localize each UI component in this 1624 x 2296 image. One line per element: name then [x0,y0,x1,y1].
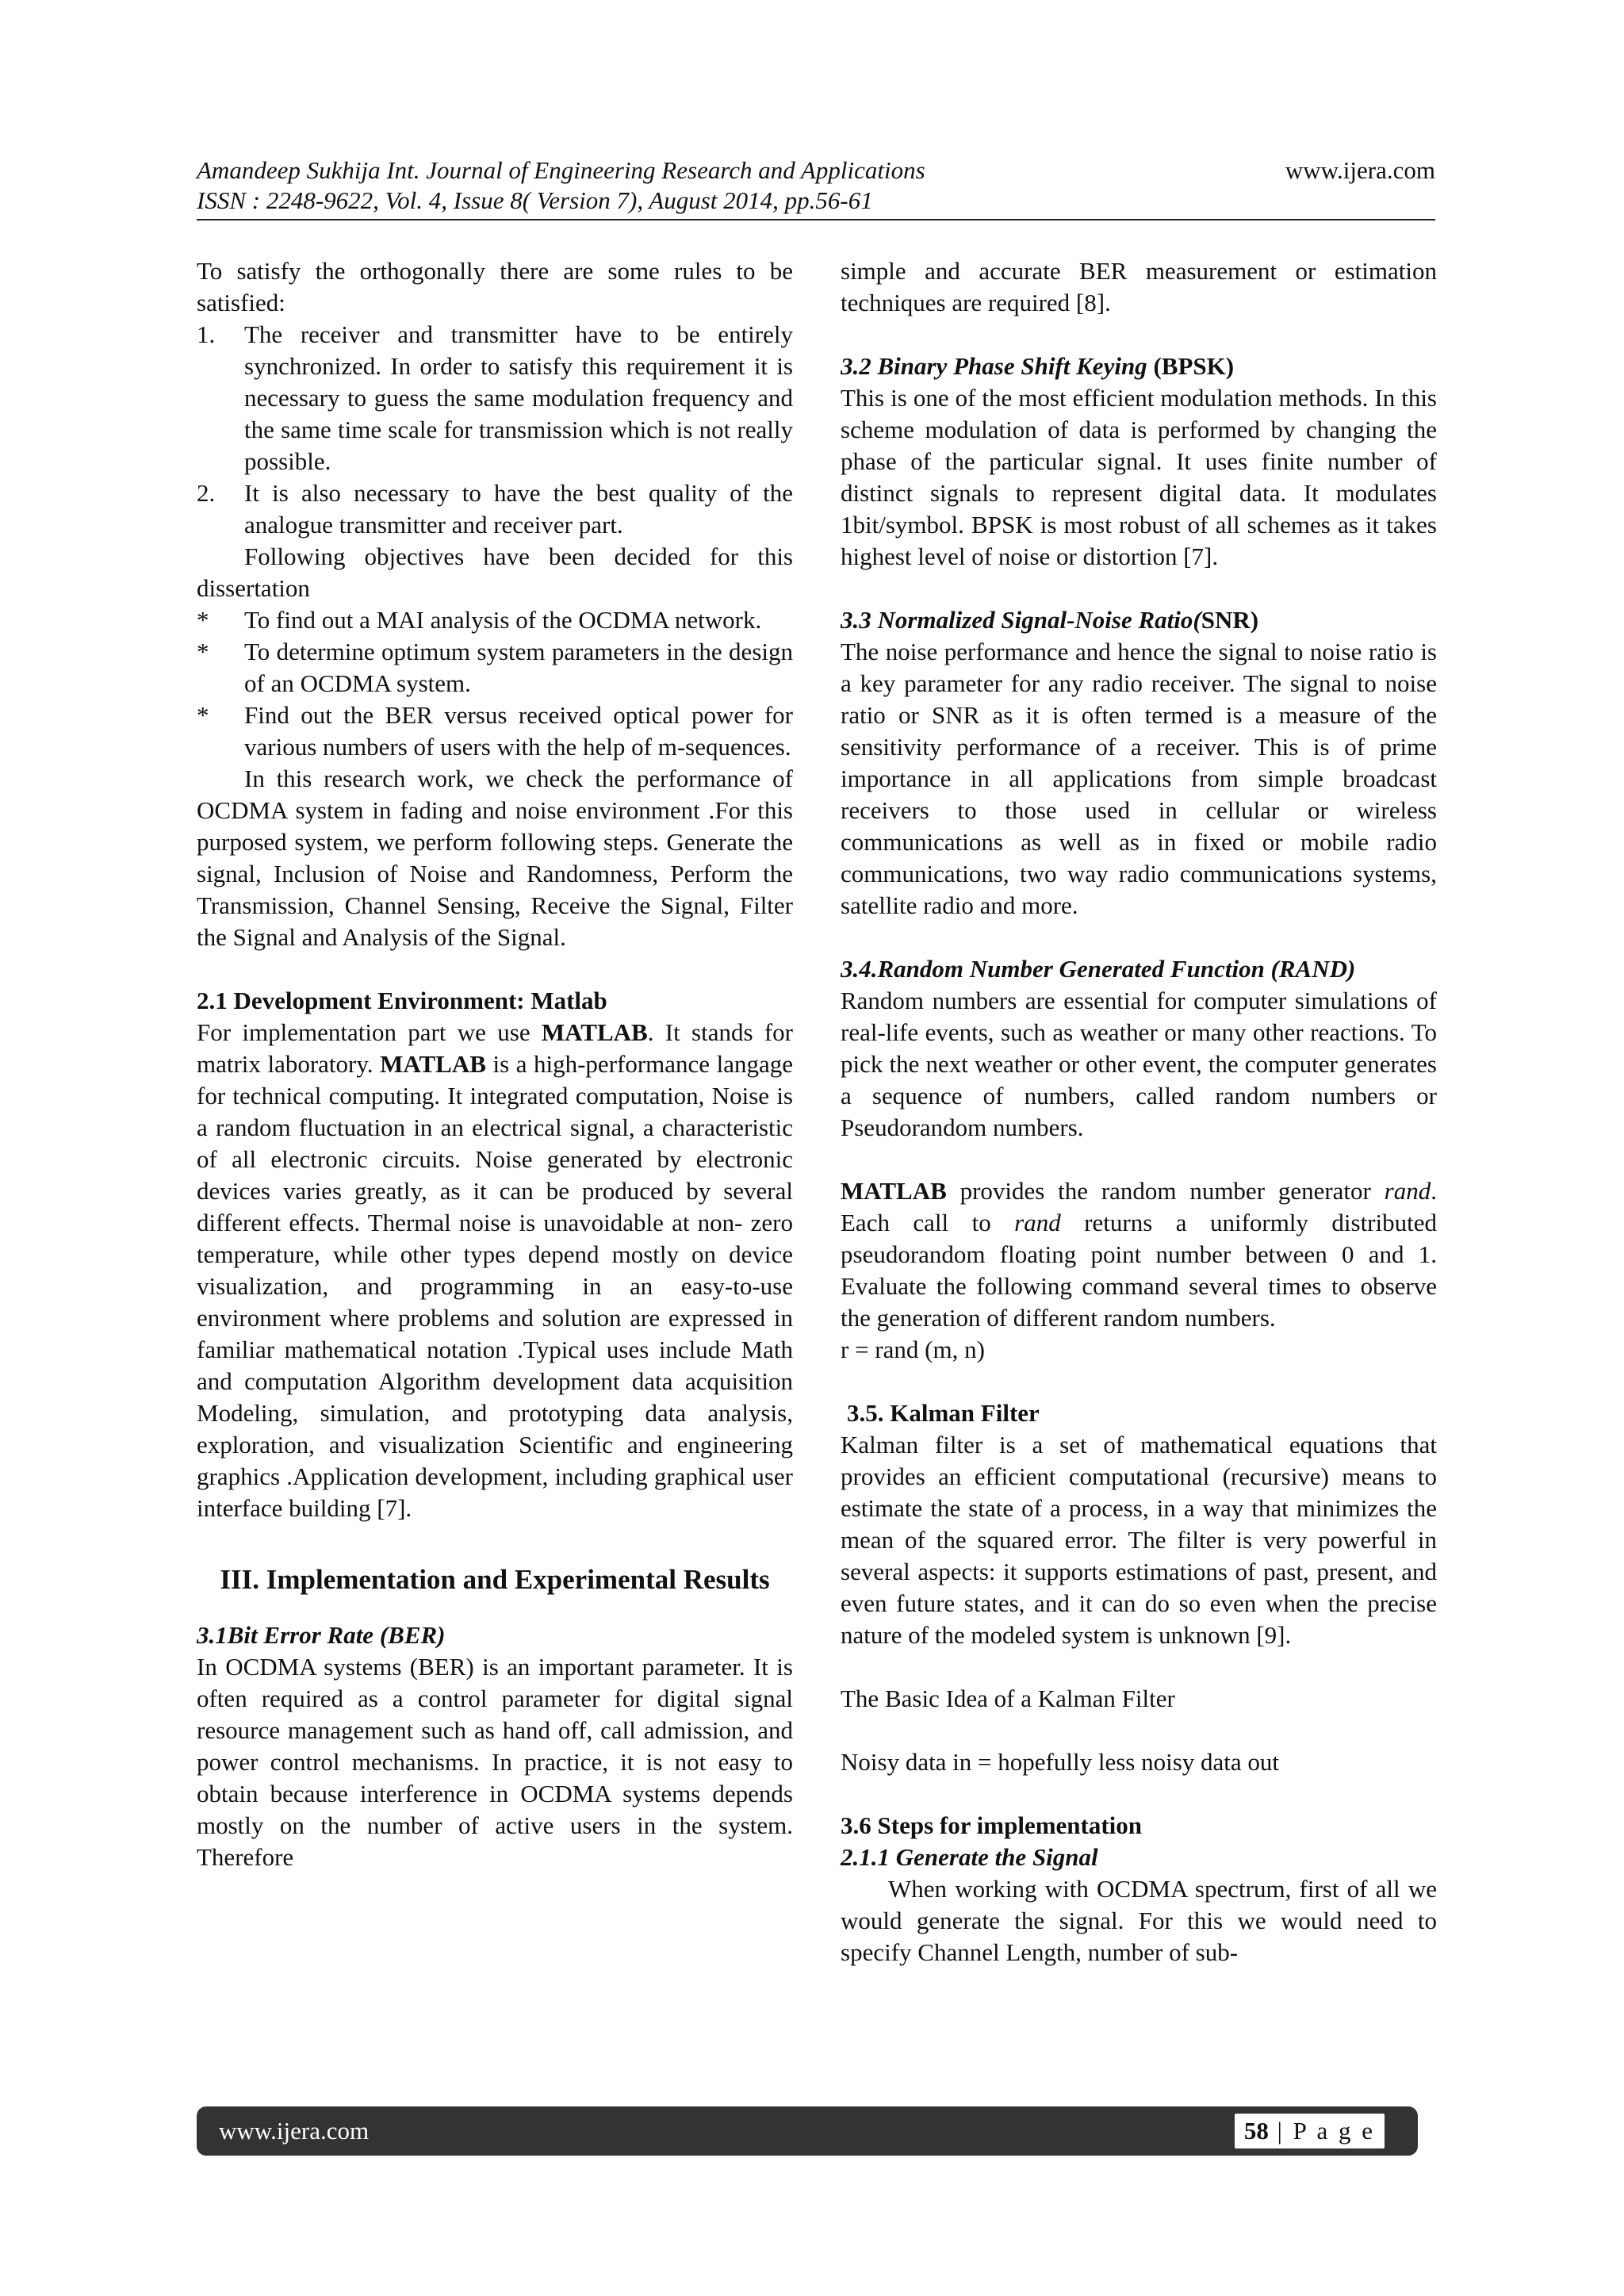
snr-heading: 3.3 Normalized Signal-Noise Ratio(SNR) [841,606,1259,634]
header-website[interactable]: www.ijera.com [1285,156,1435,184]
rules-list [197,319,793,541]
dev-env-paragraph: For implementation part we use MATLAB. It stands for matrix laboratory. MATLAB is a high-performance langage for technical computing. It integrated computation, Noise is a random fluctuation in an electrical signal, a characteristic of all electronic circuits. Noise generated by electronic devices varies greatly, as it can be produced by several different effects. Thermal noise is unavoidable at non- zero temperature, while other types depend mostly on device visualization, and programming in an easy-to-use environment where problems and solution are expressed in familiar mathematical notation .Typical uses include Math and computation Algorithm development data acquisition Modeling, simulation, and prototyping data analysis, exploration, and visualization Scientific and engineering graphics .Application development, including graphical user interface building [7]. [197,1018,793,1522]
generate-heading: 2.1.1 Generate the Signal [841,1843,1098,1871]
snr-paragraph: The noise performance and hence the signal to noise ratio is a key parameter for any radio receiver. The signal to noise ratio or SNR as it is often termed is a measure of the sensitivity performance of a receiver. This is of prime importance in all applications from simple broadcast receivers to those used in cellular or wireless communications as well as in fixed or mobile radio communications, two way radio communications systems, satellite radio and more. [841,638,1437,919]
left-column [197,255,793,1873]
rand-heading: 3.4.Random Number Generated Function (RAND) [841,955,1356,983]
list-item: * To find out a MAI analysis of the OCDMA network. [197,606,762,634]
intro-paragraph: To satisfy the orthogonally there are some rules to be satisfied: [197,257,793,316]
dev-env-heading: 2.1 Development Environment: Matlab [197,987,607,1014]
section-title: III. Implementation and Experimental Results [220,1564,770,1595]
page-footer [197,2106,1418,2156]
right-column [841,255,1437,1968]
list-item: 2. It is also necessary to have the best quality of the analogue transmitter and receiver part. [197,479,793,539]
ber-paragraph: In OCDMA systems (BER) is an important parameter. It is often required as a control parameter for digital signal resource management such as hand off, call admission, and power control mechanisms. In practice, it is not easy to obtain because interference in OCDMA systems depends mostly on the number of active users in the system. Therefore [197,1653,793,1871]
kalman-noisy: Noisy data in = hopefully less noisy data out [841,1748,1280,1776]
research-paragraph: In this research work, we check the performance of OCDMA system in fading and noise environment .For this purposed system, we perform following steps. Generate the signal, Inclusion of Noise and Randomness, Perform the Transmission, Channel Sensing, Receive the Signal, Filter the Signal and Analysis of the Signal. [197,765,793,951]
matlab-rand-paragraph: MATLAB provides the random number generator rand. Each call to rand returns a uniformly distributed pseudorandom floating point number between 0 and 1. Evaluate the following command several times to observe the generation of different random numbers. [841,1177,1437,1332]
generate-paragraph: When working with OCDMA spectrum, first of all we would generate the signal. For this we would need to specify Channel Length, number of sub- [841,1875,1437,1966]
kalman-heading: 3.5. Kalman Filter [847,1399,1040,1427]
steps-heading: 3.6 Steps for implementation [841,1811,1143,1839]
page-header [197,155,1435,216]
bpsk-heading: 3.2 Binary Phase Shift Keying (BPSK) [841,352,1235,380]
issn-line: ISSN : 2248-9622, Vol. 4, Issue 8( Version 7), August 2014, pp.56-61 [197,186,873,214]
ber-heading: 3.1Bit Error Rate (BER) [197,1621,446,1649]
list-item: * To determine optimum system parameters in the design of an OCDMA system. [197,638,793,697]
objectives-intro: Following objectives have been decided for this dissertation [197,542,793,602]
header-divider [197,219,1435,220]
kalman-idea: The Basic Idea of a Kalman Filter [841,1685,1175,1712]
journal-title: Amandeep Sukhija Int. Journal of Engineering Research and Applications [197,156,925,184]
bpsk-paragraph: This is one of the most efficient modulation methods. In this scheme modulation of data is performed by changing the phase of the particular signal. It uses finite number of distinct signals to represent digital data. It modulates 1bit/symbol. BPSK is most robust of all schemes as it takes highest level of noise or distortion [7]. [841,384,1437,570]
kalman-paragraph: Kalman filter is a set of mathematical equations that provides an efficient computational (recursive) means to estimate the state of a process, in a way that minimizes the mean of the squared error. The filter is very powerful in several aspects: it supports estimations of past, present, and even future states, and it can do so even when the precise nature of the modeled system is unknown [9]. [841,1431,1437,1649]
list-item: 1. The receiver and transmitter have to be entirely synchronized. In order to satisfy this requirement it is necessary to guess the same modulation frequency and the same time scale for transmission which is not really possible. [197,320,793,475]
ber-continued: simple and accurate BER measurement or estimation techniques are required [8]. [841,257,1437,316]
list-item: * Find out the BER versus received optical power for various numbers of users with the help of m-sequences. [197,701,793,761]
rand-paragraph: Random numbers are essential for computer simulations of real-life events, such as weather or many other reactions. To pick the next weather or other event, the computer generates a sequence of numbers, called random numbers or Pseudorandom numbers. [841,987,1437,1141]
objectives-list [197,604,793,763]
page-number: 58 | P a g e [1235,2114,1385,2148]
footer-website[interactable]: www.ijera.com [219,2117,370,2145]
rand-command: r = rand (m, n) [841,1336,985,1363]
